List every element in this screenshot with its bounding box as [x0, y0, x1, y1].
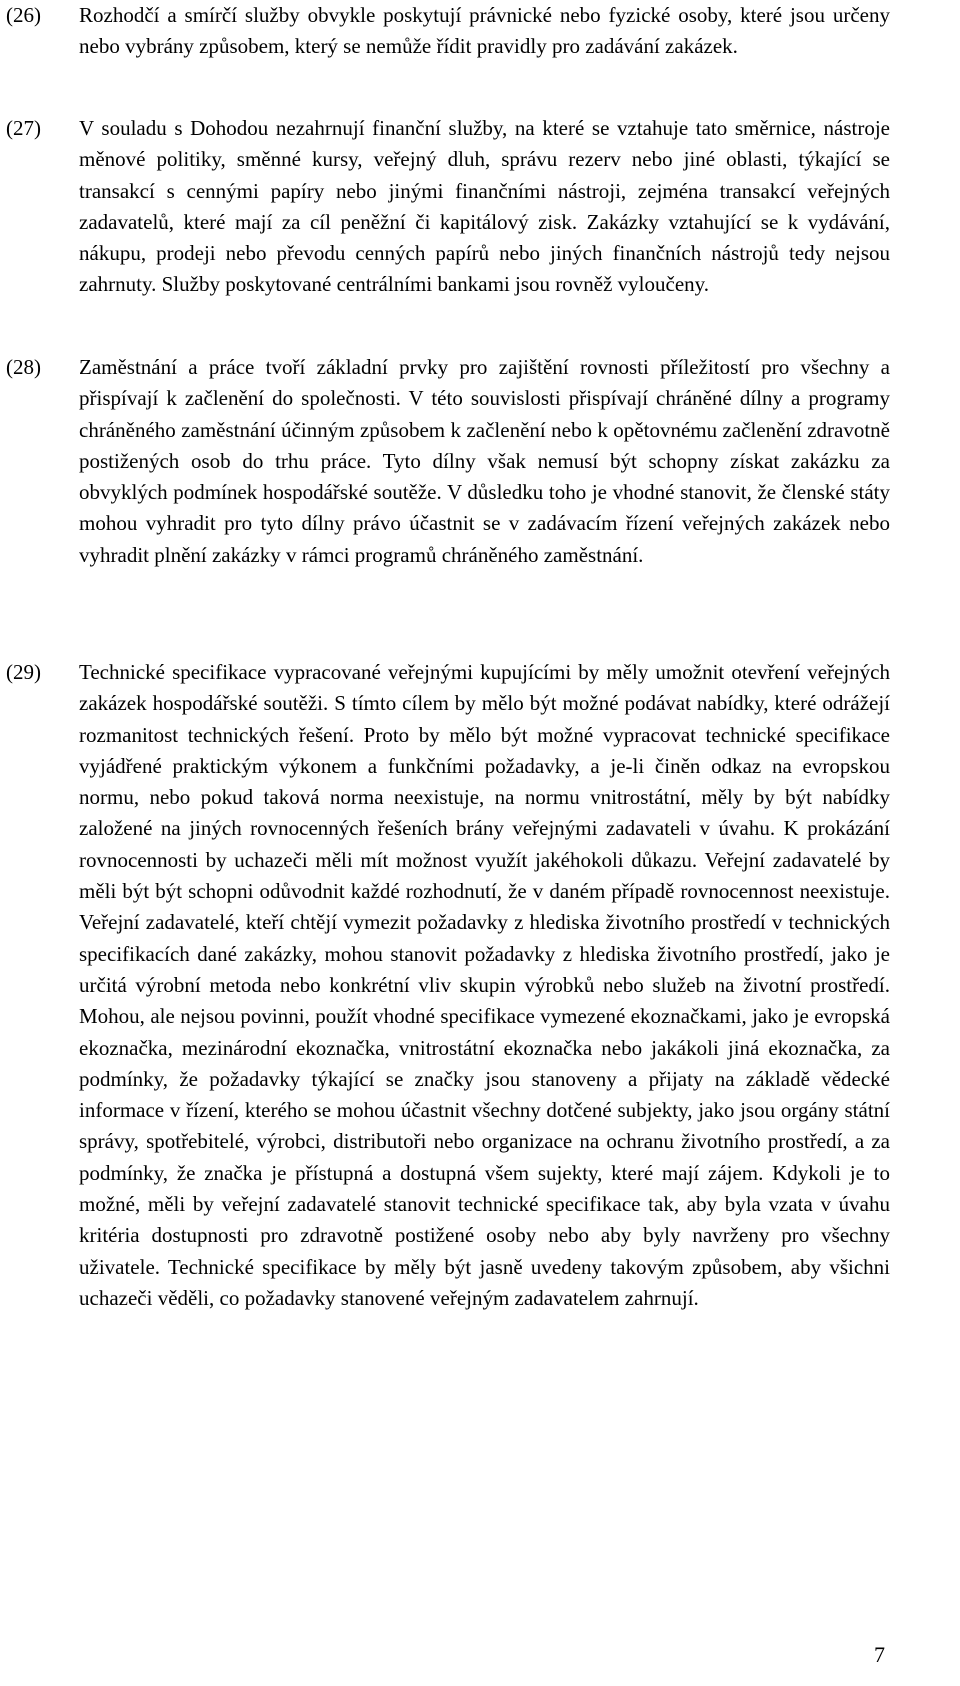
recital-number: (29)	[6, 660, 41, 684]
recital-text: Rozhodčí a smírčí služby obvykle poskytují právnické nebo fyzické osoby, které jsou určeny nebo vybrány způsobem, který se nemůže řídit pravidly pro zadávání zakázek.	[79, 3, 890, 59]
recital-text: Zaměstnání a práce tvoří základní prvky pro zajištění rovnosti příležitostí pro všechny a přispívají k začlenění do společnosti. V této souvislosti přispívají chráněné dílny a programy chráněného zaměstnání účinným způsobem k začlenění nebo k opětovnému začlenění zdravotně postižených osob do trhu práce. Tyto dílny však nemusí být schopny získat zakázku za obvyklých podmínek hospodářské soutěže. V důsledku toho je vhodné stanovit, že členské státy mohou vyhradit pro tyto dílny právo účastnit se v zadávacím řízení veřejných zakázek nebo vyhradit plnění zakázky v rámci programů chráněného zaměstnání.	[79, 355, 890, 567]
page-number: 7	[874, 1642, 885, 1667]
recital-number: (26)	[6, 3, 41, 27]
recital-text: Technické specifikace vypracované veřejnými kupujícími by měly umožnit otevření veřejných zakázek hospodářské soutěži. S tímto cílem by mělo být možné podávat nabídky, které odrážejí rozmanitost technických řešení. Proto by mělo být možné vypracovat technické specifikace vyjádřené praktickým výkonem a funkčními požadavky, a je-li činěn odkaz na evropskou normu, nebo pokud taková norma neexistuje, na normu vnitrostátní, měly by být nabídky založené na jiných rovnocenných řešeních brány veřejnými zadavateli v úvahu. K prokázání rovnocennosti by uchazeči měli mít možnost využít jakéhokoli důkazu. Veřejní zadavatelé by měli být být schopni odůvodnit každé rozhodnutí, že v daném případě rovnocennost neexistuje. Veřejní zadavatelé, kteří chtějí vymezit požadavky z hlediska životního prostředí v technických specifikacích dané zakázky, mohou stanovit požadavky z hlediska životního prostředí, jako je určitá výrobní metoda nebo konkrétní vliv skupin výrobků nebo služeb na životní prostředí. Mohou, ale nejsou povinni, použít vhodné specifikace vymezené ekoznačkami, jako je evropská ekoznačka, mezinárodní ekoznačka, vnitrostátní ekoznačka nebo jakákoli jiná ekoznačka, za podmínky, že požadavky týkající se značky jsou stanoveny a přijaty na základě vědecké informace v řízení, kterého se mohou účastnit všechny dotčené subjekty, jako jsou orgány státní správy, spotřebitelé, výrobci, distributoři nebo organizace na ochranu životního prostředí, a za podmínky, že značka je přístupná a dostupná všem sujekty, které mají zájem. Kdykoli je to možné, měli by veřejní zadavatelé stanovit technické specifikace tak, aby byla vzata v úvahu kritéria dostupnosti pro zdravotně postižené osoby nebo aby byly navrženy pro všechny uživatele. Technické specifikace by měly být jasně uvedeny takovým způsobem, aby všichni uchazeči věděli, co požadavky stanovené veřejným zadavatelem zahrnují.	[79, 660, 890, 1310]
recital-number: (28)	[6, 355, 41, 379]
recital-number: (27)	[6, 116, 41, 140]
recital-text: V souladu s Dohodou nezahrnují finanční služby, na které se vztahuje tato směrnice, nástroje měnové politiky, směnné kursy, veřejný dluh, správu rezerv nebo jiné oblasti, týkající se transakcí s cennými papíry nebo jinými finančními nástroji, zejména transakcí veřejných zadavatelů, které mají za cíl peněžní či kapitálový zisk. Zakázky vztahující se k vydávání, nákupu, prodeji nebo převodu cenných papírů nebo jiných finančních nástrojů tedy nejsou zahrnuty. Služby poskytované centrálními bankami jsou rovněž vyloučeny.	[79, 116, 890, 297]
